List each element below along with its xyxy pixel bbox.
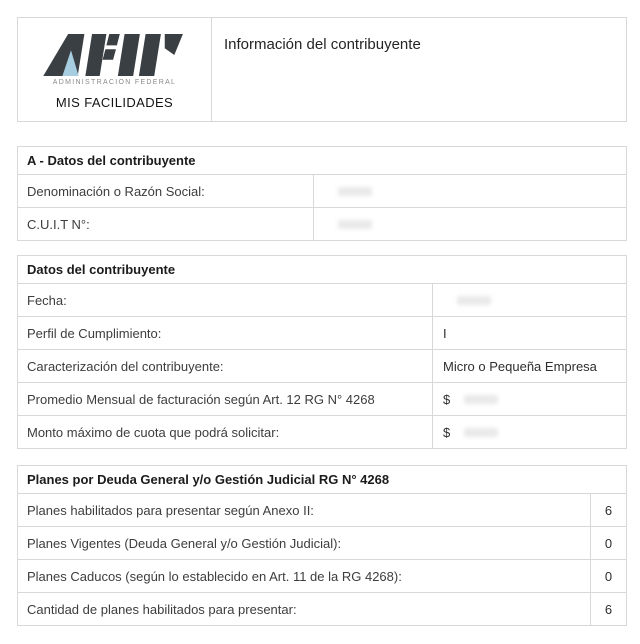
- table-row: [18, 208, 626, 240]
- table-row: [18, 383, 626, 416]
- table-planes-rg-4268: [17, 465, 627, 626]
- row-value: [432, 284, 626, 316]
- row-label: Perfil de Cumplimiento:: [27, 325, 162, 341]
- redacted-blur: [464, 428, 498, 437]
- logo-cell: [18, 18, 212, 121]
- row-value: [590, 560, 626, 592]
- table-title: Datos del contribuyente: [18, 256, 626, 284]
- row-value-text: 6: [604, 601, 613, 617]
- logo-subtitle: ADMINISTRACION FEDERAL: [52, 79, 177, 86]
- row-label: Planes Caducos (según lo establecido en Art. 11 de la RG 4268):: [27, 568, 402, 584]
- row-value: [590, 494, 626, 526]
- row-label: Planes habilitados para presentar según Anexo II:: [27, 502, 314, 518]
- table-row: [18, 527, 626, 560]
- redacted-blur: [338, 220, 372, 229]
- row-label: Denominación o Razón Social:: [27, 183, 205, 199]
- afip-logo-icon: [36, 33, 194, 77]
- table-row: [18, 175, 626, 208]
- row-value-text: $: [443, 391, 451, 407]
- row-label: Cantidad de planes habilitados para presentar:: [27, 601, 297, 617]
- table-row: [18, 593, 626, 625]
- row-value: [432, 317, 626, 349]
- row-value-text: 0: [604, 568, 613, 584]
- table-row: [18, 350, 626, 383]
- header-box: [17, 17, 627, 122]
- row-value: [313, 175, 626, 207]
- redacted-blur: [457, 296, 491, 305]
- row-label: Promedio Mensual de facturación según Art. 12 RG N° 4268: [27, 391, 375, 407]
- row-value-text: 0: [604, 535, 613, 551]
- table-row: [18, 317, 626, 350]
- table-row: [18, 494, 626, 527]
- page-title: Información del contribuyente: [224, 36, 421, 53]
- row-value: [432, 416, 626, 448]
- table-datos-contribuyente-a: [17, 146, 627, 241]
- table-row: [18, 284, 626, 317]
- row-value: [313, 208, 626, 240]
- table-datos-contribuyente: [17, 255, 627, 449]
- table-row: [18, 560, 626, 593]
- row-label: C.U.I.T N°:: [27, 216, 90, 232]
- table-title: Planes por Deuda General y/o Gestión Judicial RG N° 4268: [18, 466, 626, 494]
- table-row: [18, 416, 626, 448]
- row-value-text: 6: [604, 502, 613, 518]
- table-title: A - Datos del contribuyente: [18, 147, 626, 175]
- redacted-blur: [338, 187, 372, 196]
- row-value-text: $: [443, 424, 451, 440]
- row-label: Monto máximo de cuota que podrá solicitar:: [27, 424, 280, 440]
- row-value-text: I: [443, 325, 447, 341]
- row-label: Caracterización del contribuyente:: [27, 358, 224, 374]
- row-value: [432, 350, 626, 382]
- row-value-text: Micro o Pequeña Empresa: [443, 358, 597, 374]
- row-value: [590, 593, 626, 625]
- row-label: Planes Vigentes (Deuda General y/o Gestión Judicial):: [27, 535, 342, 551]
- row-value: [432, 383, 626, 415]
- logo-program-label: MIS FACILIDADES: [55, 95, 174, 110]
- redacted-blur: [464, 395, 498, 404]
- row-value: [590, 527, 626, 559]
- row-label: Fecha:: [27, 292, 67, 308]
